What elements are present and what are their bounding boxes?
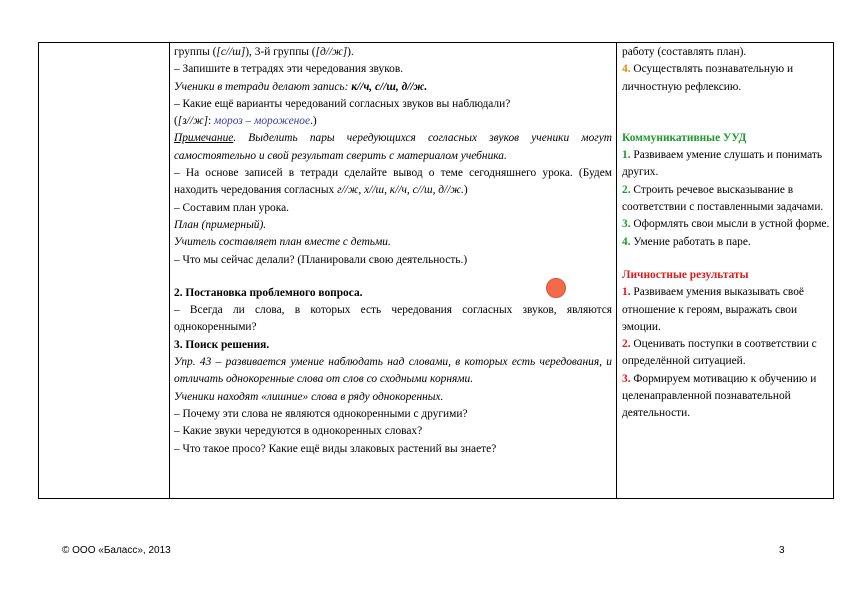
orange-circle-marker (546, 278, 566, 298)
spacer (622, 251, 832, 267)
write-in-notebook-instruction: – Запишите в тетрадях эти чередования звуков. (174, 63, 404, 76)
spacer (622, 96, 832, 130)
teacher-note: Примечание. Выделить пары чередующихся согласных звуков ученики могут самостоятельно и свой результат сверить с материалом учебника. (174, 132, 612, 162)
lesson-topic-conclusion: – На основе записей в тетради сделайте вывод о теме сегодняшнего урока. (Будем находить чередования согласных г//ж, х//ш, к//ч, с//ш, д//ж.) (174, 167, 612, 197)
copyright-footer: © ООО «Баласс», 2013 (62, 545, 171, 556)
students-record-line: Ученики в тетради делают запись: к//ч, с//ш, д//ж. (174, 80, 428, 93)
students-find-extra-words: Ученики находят «лишние» слова в ряду однокоренных. (174, 390, 444, 403)
personal-item-1: 1. Развиваем умения выказывать своё отношение к героям, выражать свои эмоции. (622, 286, 804, 333)
lesson-table (38, 42, 834, 499)
communicative-item-2: 2. Строить речевое высказывание в соответствии с поставленными задачами. (622, 183, 824, 214)
section-heading-solution: 3. Поиск решения. (174, 338, 270, 351)
question-millet: – Что такое просо? Какие ещё виды злаковых растений вы знаете? (174, 442, 497, 455)
communicative-item-3: 3. Оформлять свои мысли в устной форме. (622, 218, 830, 231)
learning-outcomes-column (622, 44, 832, 423)
lesson-content-column (174, 44, 612, 458)
communicative-uud-heading: Коммуникативные УУД (622, 131, 747, 144)
other-alternations-question: – Какие ещё варианты чередований согласных звуков вы наблюдали? (174, 97, 511, 110)
regulatory-item-4: 4. Осуществлять познавательную и личностную рефлексию. (622, 63, 794, 93)
plan-heading: План (примерный). (174, 218, 267, 231)
page-number: 3 (779, 545, 785, 556)
plan-task: – Составим план урока. (174, 201, 290, 214)
personal-item-2: 2. Оценивать поступки в соответствии с определённой ситуацией. (622, 338, 817, 368)
question-which-sounds: – Какие звуки чередуются в однокоренных словах? (174, 425, 423, 438)
reflection-question: – Что мы сейчас делали? (Планировали свою деятельность.) (174, 253, 468, 266)
question-why-not-related: – Почему эти слова не являются однокоренными с другими? (174, 407, 468, 420)
communicative-item-4: 4. Умение работать в паре. (622, 235, 751, 248)
outcome-plan-line: работу (составлять план). (622, 46, 747, 58)
personal-item-3: 3. Формируем мотивацию к обучению и целенаправленной познавательной деятельности. (622, 372, 817, 420)
alternation-groups-line: группы ([с//ш]), 3-й группы ([д//ж]). (174, 46, 354, 58)
teacher-plan-note: Учитель составляет план вместе с детьми. (174, 236, 391, 249)
alternation-example: ([з//ж]: мороз – мороженое.) (174, 115, 317, 128)
exercise-43-description: Упр. 43 – развивается умение наблюдать над словами, в которых есть чередования, и отличать однокоренные слова от слов со сходными корнями. (174, 356, 612, 386)
column-divider-right (616, 43, 617, 498)
personal-results-heading: Личностные результаты (622, 268, 749, 281)
problem-question: – Всегда ли слова, в которых есть чередования согласных звуков, являются однокоренными? (174, 304, 612, 334)
section-heading-problem: 2. Постановка проблемного вопроса. (174, 286, 363, 299)
communicative-item-1: 1. Развиваем умение слушать и понимать других. (622, 149, 823, 179)
column-divider-left (169, 43, 170, 498)
